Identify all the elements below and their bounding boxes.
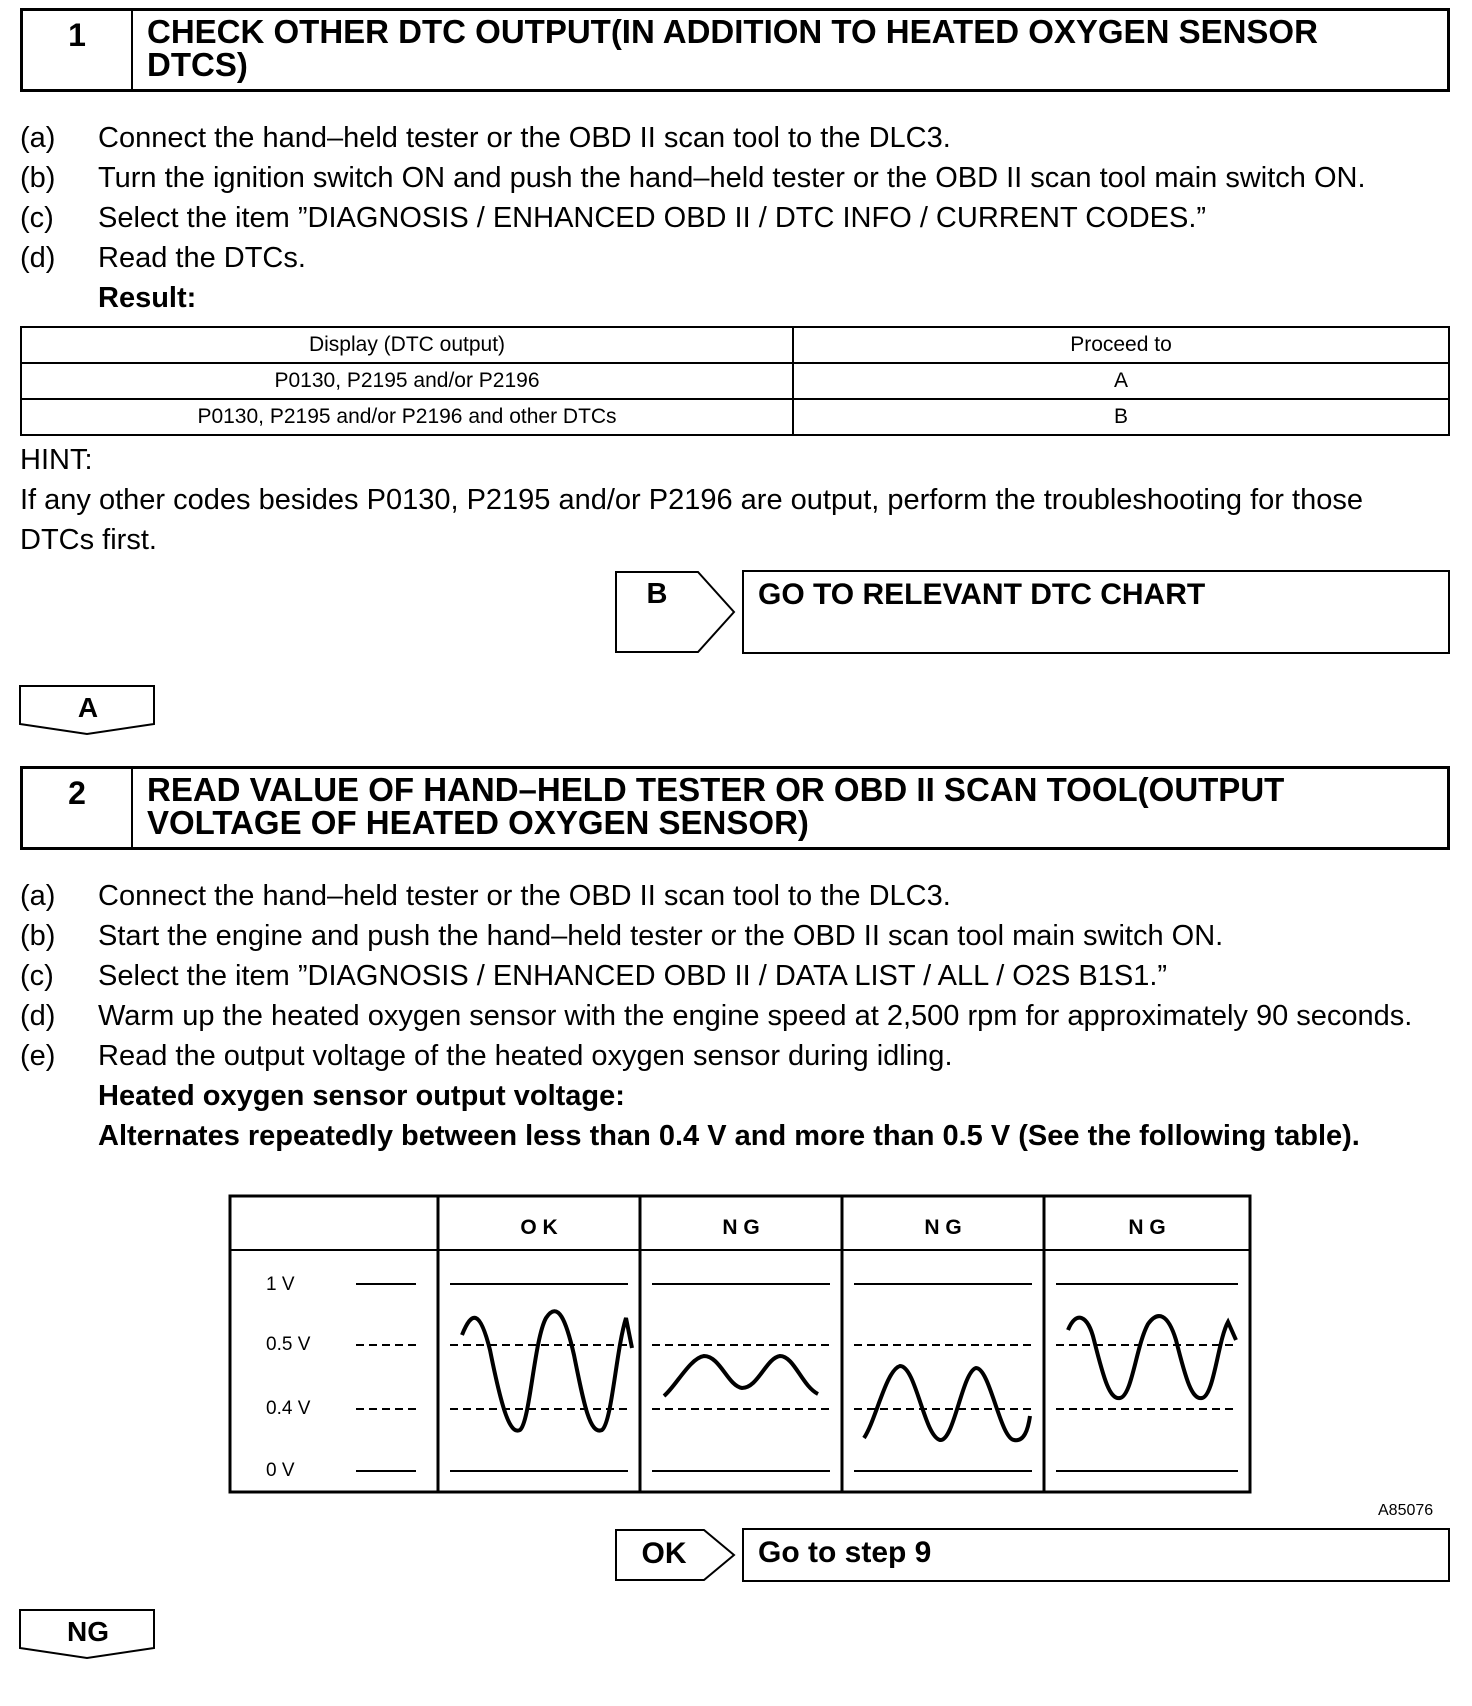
spec-label: Heated oxygen sensor output voltage: <box>98 1080 625 1112</box>
step-1-item-d: (d) Read the DTCs. <box>20 242 306 274</box>
table-row <box>21 363 1449 399</box>
step-2-item-c: (c) Select the item ”DIAGNOSIS / ENHANCED OBD II / DATA LIST / ALL / O2S B1S1.” <box>20 960 1168 992</box>
voltage-label-05v: 0.5 V <box>266 1334 311 1355</box>
branch-b-target: GO TO RELEVANT DTC CHART <box>742 570 1450 654</box>
step-1-item-b: (b) Turn the ignition switch ON and push the hand–held tester or the OBD II scan tool main switch ON. <box>20 162 1366 194</box>
hint-line-2: DTCs first. <box>20 524 157 556</box>
column-header-ng: N G <box>722 1216 760 1239</box>
branch-a-label: A <box>77 692 99 723</box>
step-2-item-b: (b) Start the engine and push the hand–held tester or the OBD II scan tool main switch ON. <box>20 920 1224 952</box>
column-header-ng: N G <box>924 1216 962 1239</box>
step-1-number: 1 <box>23 11 133 89</box>
result-label: Result: <box>98 282 197 314</box>
step-1-item-a: (a) Connect the hand–held tester or the OBD II scan tool to the DLC3. <box>20 122 951 154</box>
step-2-title: READ VALUE OF HAND–HELD TESTER OR OBD II SCAN TOOL(OUTPUT VOLTAGE OF HEATED OXYGEN SENSOR) <box>147 771 1285 841</box>
table-row <box>21 399 1449 435</box>
hint-label: HINT: <box>20 444 93 476</box>
column-header-ok: O K <box>520 1216 558 1239</box>
voltage-label-1v: 1 V <box>266 1274 295 1295</box>
table-cell: P0130, P2195 and/or P2196 and other DTCs <box>21 399 793 435</box>
step-2-item-e: (e) Read the output voltage of the heated oxygen sensor during idling. <box>20 1040 953 1072</box>
branch-b-label: B <box>646 578 668 610</box>
figure-id: A85076 <box>1378 1502 1434 1519</box>
step-2-item-a: (a) Connect the hand–held tester or the OBD II scan tool to the DLC3. <box>20 880 951 912</box>
table-cell: A <box>793 363 1449 399</box>
step-2-item-d: (d) Warm up the heated oxygen sensor with the engine speed at 2,500 rpm for approximately 90 seconds. <box>20 1000 1413 1032</box>
branch-ok-target: Go to step 9 <box>742 1528 1450 1582</box>
spec-text: Alternates repeatedly between less than 0.4 V and more than 0.5 V (See the following table). <box>98 1120 1360 1152</box>
table-header: Proceed to <box>793 327 1449 363</box>
table-header-row <box>21 327 1449 363</box>
column-header-ng: N G <box>1128 1216 1166 1239</box>
step-1-header <box>20 8 1450 92</box>
step-2-number: 2 <box>23 769 133 847</box>
voltage-label-0v: 0 V <box>266 1460 295 1481</box>
branch-ok-label: OK <box>641 1537 687 1570</box>
step-2-header <box>20 766 1450 850</box>
table-header: Display (DTC output) <box>21 327 793 363</box>
waveform-figure <box>228 1190 1258 1500</box>
result-table <box>20 326 1450 436</box>
voltage-label-04v: 0.4 V <box>266 1398 311 1419</box>
table-cell: B <box>793 399 1449 435</box>
branch-ng-label: NG <box>67 1616 109 1647</box>
step-1-title: CHECK OTHER DTC OUTPUT(IN ADDITION TO HEATED OXYGEN SENSOR DTCS) <box>147 13 1318 83</box>
step-1-item-c: (c) Select the item ”DIAGNOSIS / ENHANCED OBD II / DTC INFO / CURRENT CODES.” <box>20 202 1207 234</box>
hint-line-1: If any other codes besides P0130, P2195 and/or P2196 are output, perform the troubleshooting for those <box>20 484 1363 516</box>
table-cell: P0130, P2195 and/or P2196 <box>21 363 793 399</box>
